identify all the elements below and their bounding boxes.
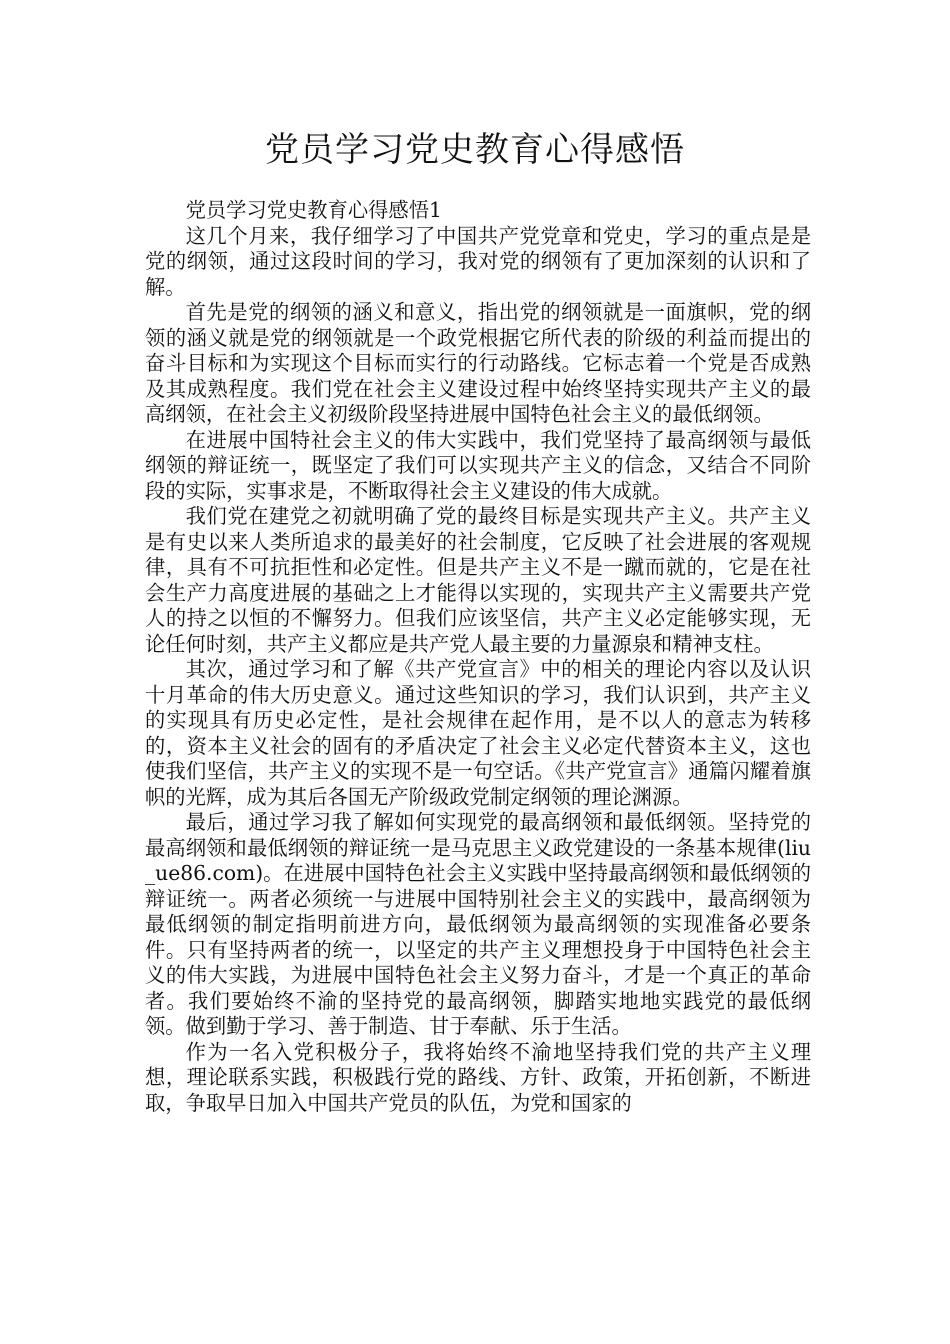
section-heading: 党员学习党史教育心得感悟1 xyxy=(185,198,442,222)
paragraph-6: 最后，通过学习我了解如何实现党的最高纲领和最低纲领。坚持党的最高纲领和最低纲领的辩证统一是马克思主义政党建设的一条基本规律(liu_ue86.com)。在进展中国特色社会主义实践中坚持最高纲领和最低纲领的辩证统一。两者必须统一与进展中国特别社会主义的实践中，最高纲领为最低纲领的制定指明前进方向，最低纲领为最高纲领的实现准备必要条件。只有坚持两者的统一，以坚定的共产主义理想投身于中国特色社会主义的伟大实践，为进展中国特色社会主义努力奋斗，才是一个真正的革命者。我们要始终不渝的坚持党的最高纲领，脚踏实地地实践党的最低纲领。做到勤于学习、善于制造、甘于奉献、乐于生活。 xyxy=(145,810,811,1038)
document-title: 党员学习党史教育心得感悟 xyxy=(265,130,685,170)
paragraph-3: 在进展中国特社会主义的伟大实践中，我们党坚持了最高纲领与最低纲领的辩证统一，既坚定了我们可以实现共产主义的信念，又结合不同阶段的实际，实事求是，不断取得社会主义建设的伟大成就。 xyxy=(145,427,811,503)
document-body xyxy=(145,198,811,1116)
paragraph-5: 其次，通过学习和了解《共产党宣言》中的相关的理论内容以及认识十月革命的伟大历史意义。通过这些知识的学习，我们认识到，共产主义的实现具有历史必定性，是社会规律在起作用，是不以人的意志为转移的，资本主义社会的固有的矛盾决定了社会主义必定代替资本主义，这也使我们坚信，共产主义的实现不是一句空话。《共产党宣言》通篇闪耀着旗帜的光辉，成为其后各国无产阶级政党制定纲领的理论渊源。 xyxy=(145,657,811,809)
paragraph-1: 这几个月来，我仔细学习了中国共产党党章和党史，学习的重点是是党的纲领，通过这段时间的学习，我对党的纲领有了更加深刻的认识和了解。 xyxy=(145,223,811,299)
paragraph-4: 我们党在建党之初就明确了党的最终目标是实现共产主义。共产主义是有史以来人类所追求的最美好的社会制度，它反映了社会进展的客观规律，具有不可抗拒性和必定性。但是共产主义不是一蹴而就的，它是在社会生产力高度进展的基础之上才能得以实现的，实现共产主义需要共产党人的持之以恒的不懈努力。但我们应该坚信，共产主义必定能够实现，无论任何时刻，共产主义都应是共产党人最主要的力量源泉和精神支柱。 xyxy=(145,504,811,656)
paragraph-7: 作为一名入党积极分子，我将始终不渝地坚持我们党的共产主义理想，理论联系实践，积极践行党的路线、方针、政策，开拓创新，不断进取，争取早日加入中国共产党员的队伍，为党和国家的 xyxy=(145,1039,811,1115)
paragraph-2: 首先是党的纲领的涵义和意义，指出党的纲领就是一面旗帜，党的纲领的涵义就是党的纲领就是一个政党根据它所代表的阶级的利益而提出的奋斗目标和为实现这个目标而实行的行动路线。它标志着一个党是否成熟及其成熟程度。我们党在社会主义建设过程中始终坚持实现共产主义的最高纲领，在社会主义初级阶段坚持进展中国特色社会主义的最低纲领。 xyxy=(145,300,811,426)
